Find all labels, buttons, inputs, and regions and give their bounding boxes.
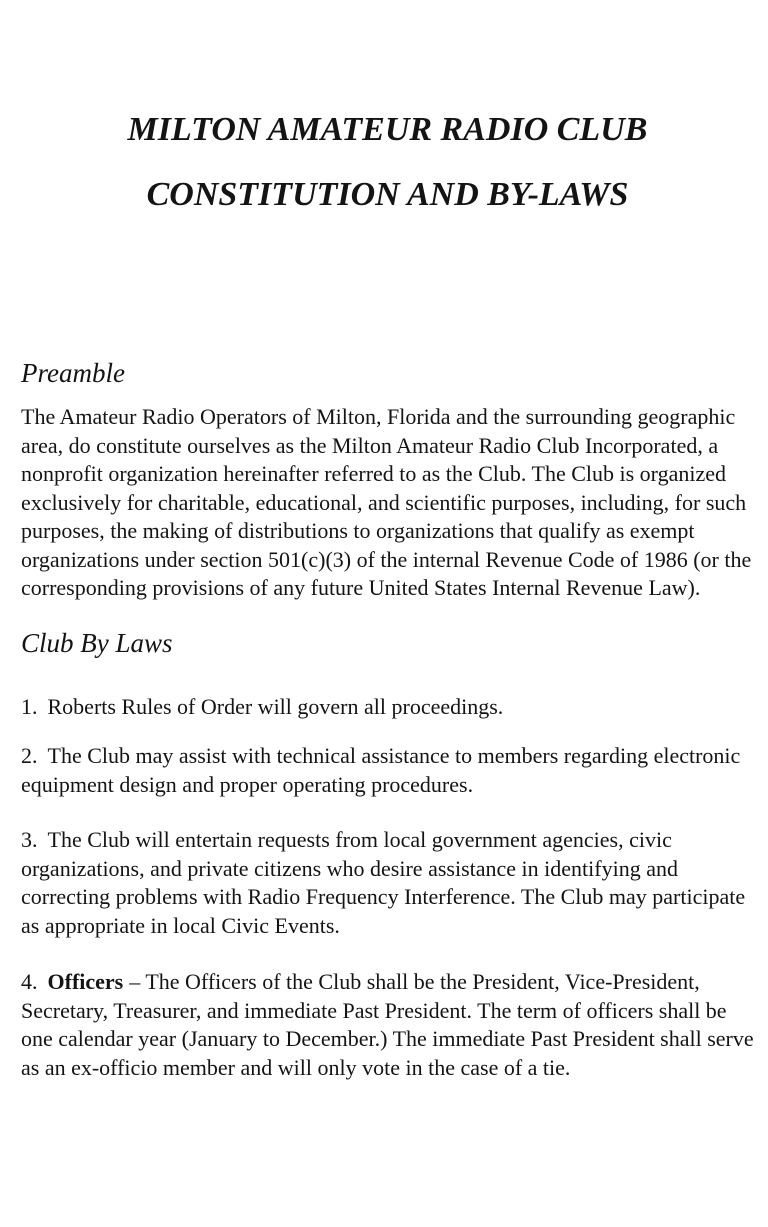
document-title [21, 110, 754, 214]
bylaw-item-3 [21, 826, 754, 940]
title-line-1: MILTON AMATEUR RADIO CLUB [127, 111, 648, 148]
bylaw-item-1 [21, 693, 754, 722]
bylaw-item-bold-lead: Officers [47, 969, 124, 995]
bylaw-item-text: – The Officers of the Club shall be the President, Vice-President, Secretary, Treasurer, and immediate Past President. The term of officers shall be one calendar year (January to December.) The immediate Past President shall serve as an ex-officio member and will only vote in the case of a tie. [21, 969, 754, 1080]
bylaw-item-number: 3. [21, 827, 38, 853]
bylaw-item-4 [21, 968, 754, 1082]
bylaw-item-text: The Club will entertain requests from local government agencies, civic organizations, and private citizens who desire assistance in identifying and correcting problems with Radio Frequency Interference. The Club may participate as appropriate in local Civic Events. [21, 827, 746, 938]
bylaw-item-text: The Club may assist with technical assistance to members regarding electronic equipment design and proper operating procedures. [21, 743, 741, 797]
preamble-paragraph: The Amateur Radio Operators of Milton, Florida and the surrounding geographic area, do constitute ourselves as the Milton Amateur Radio Club Incorporated, a nonprofit organization hereinafter referred to as the Club. The Club is organized exclusively for charitable, educational, and scientific purposes, including, for such purposes, the making of distributions to organizations that qualify as exempt organizations under section 501(c)(3) of the internal Revenue Code of 1986 (or the corresponding provisions of any future United States Internal Revenue Law). [21, 404, 752, 601]
bylaw-item-number: 2. [21, 743, 38, 769]
bylaw-item-2 [21, 742, 754, 799]
bylaw-item-number: 1. [21, 693, 38, 719]
preamble-heading: Preamble [21, 358, 125, 389]
bylaw-item-text: Roberts Rules of Order will govern all proceedings. [47, 693, 504, 719]
bylaw-item-number: 4. [21, 969, 38, 995]
bylaws-heading: Club By Laws [21, 627, 173, 658]
title-line-2: CONSTITUTION AND BY-LAWS [146, 176, 629, 214]
